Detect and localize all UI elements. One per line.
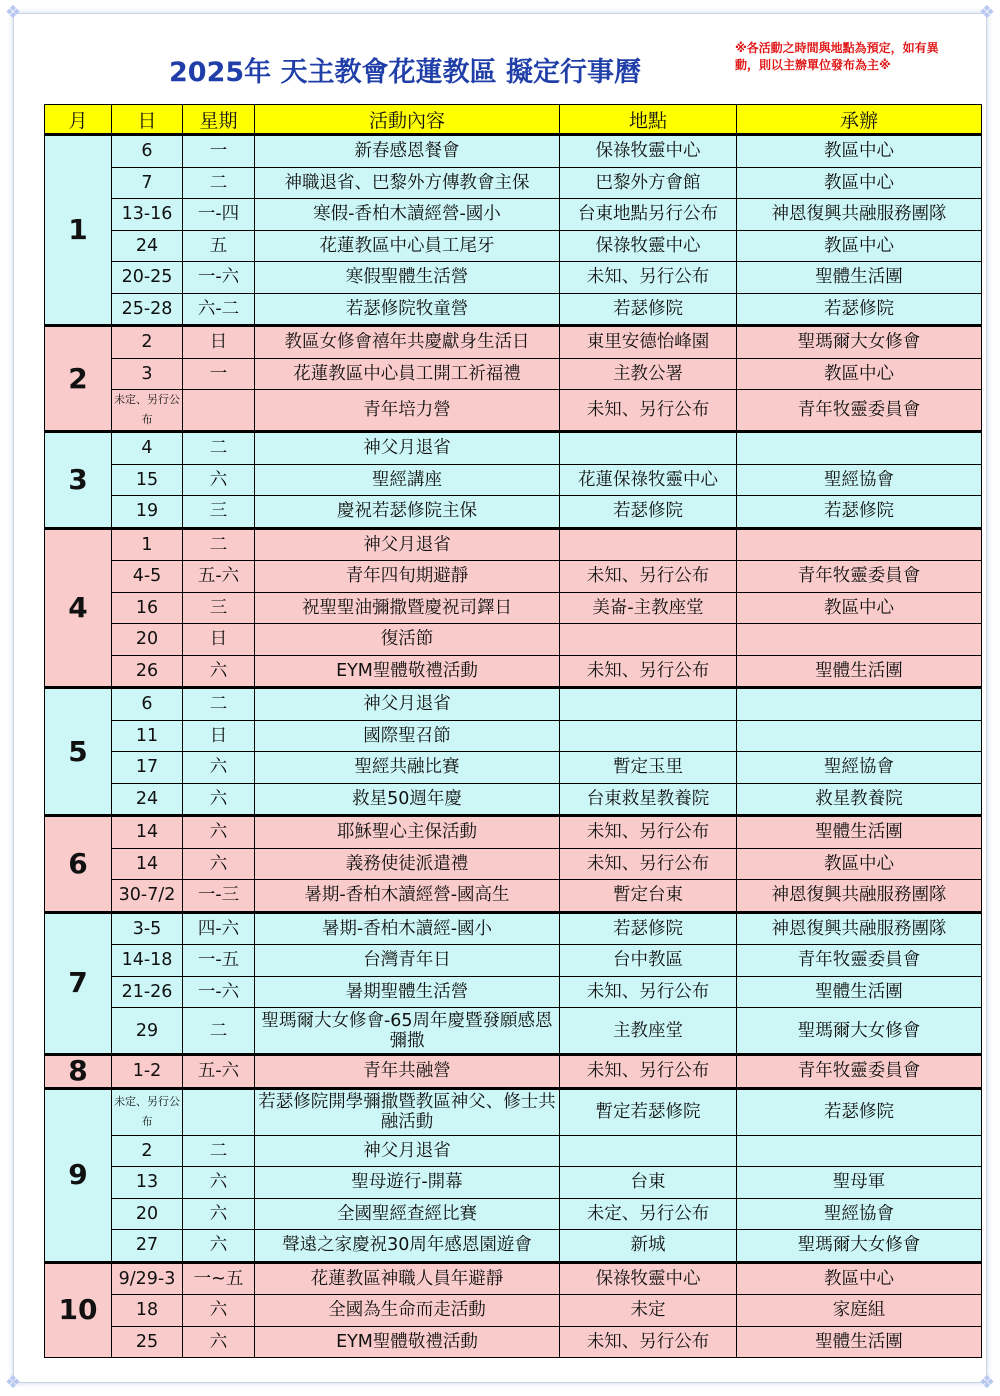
organizer-cell: 若瑟修院 (737, 496, 982, 529)
event-cell: 神父月退省 (255, 432, 560, 465)
weekday-cell: 六 (183, 1326, 255, 1358)
event-cell: 若瑟修院牧童營 (255, 293, 560, 326)
event-cell: 全國為生命而走活動 (255, 1295, 560, 1327)
calendar-table (44, 104, 982, 1358)
header-month: 月 (45, 105, 112, 135)
day-cell: 24 (112, 783, 183, 816)
day-cell: 27 (112, 1230, 183, 1263)
event-cell: 義務使徒派遣禮 (255, 848, 560, 880)
day-cell: 29 (112, 1008, 183, 1055)
day-cell: 2 (112, 1135, 183, 1167)
place-cell (560, 624, 737, 656)
weekday-cell: 三 (183, 496, 255, 529)
place-cell: 台東地點另行公布 (560, 199, 737, 231)
weekday-cell: 日 (183, 624, 255, 656)
place-cell: 巴黎外方會館 (560, 167, 737, 199)
place-cell: 保祿牧靈中心 (560, 1262, 737, 1295)
organizer-cell: 聖經協會 (737, 464, 982, 496)
place-cell: 若瑟修院 (560, 912, 737, 945)
table-row (45, 262, 982, 294)
organizer-cell: 聖瑪爾大女修會 (737, 326, 982, 359)
event-cell: 寒假聖體生活營 (255, 262, 560, 294)
place-cell (560, 528, 737, 561)
weekday-cell: 二 (183, 432, 255, 465)
place-cell: 暫定若瑟修院 (560, 1088, 737, 1135)
event-cell: 耶穌聖心主保活動 (255, 816, 560, 849)
day-cell: 18 (112, 1295, 183, 1327)
event-cell: 聖經講座 (255, 464, 560, 496)
organizer-cell: 家庭組 (737, 1295, 982, 1327)
organizer-cell (737, 624, 982, 656)
table-row (45, 496, 982, 529)
day-cell: 14 (112, 816, 183, 849)
weekday-cell: 六 (183, 464, 255, 496)
place-cell (560, 688, 737, 721)
table-row (45, 1198, 982, 1230)
day-cell: 13-16 (112, 199, 183, 231)
organizer-cell: 教區中心 (737, 135, 982, 168)
event-cell: 神父月退省 (255, 1135, 560, 1167)
weekday-cell: 二 (183, 1008, 255, 1055)
day-cell: 25 (112, 1326, 183, 1358)
weekday-cell: 日 (183, 720, 255, 752)
organizer-cell: 教區中心 (737, 230, 982, 262)
place-cell: 保祿牧靈中心 (560, 135, 737, 168)
organizer-cell: 神恩復興共融服務團隊 (737, 199, 982, 231)
month-cell: 9 (45, 1088, 112, 1262)
place-cell: 暫定玉里 (560, 752, 737, 784)
month-group (45, 912, 982, 1055)
event-cell: 慶祝若瑟修院主保 (255, 496, 560, 529)
table-row (45, 199, 982, 231)
day-cell: 14-18 (112, 945, 183, 977)
organizer-cell: 神恩復興共融服務團隊 (737, 912, 982, 945)
table-row (45, 135, 982, 168)
event-cell: EYM聖體敬禮活動 (255, 1326, 560, 1358)
organizer-cell: 聖體生活團 (737, 816, 982, 849)
place-cell: 台中教區 (560, 945, 737, 977)
organizer-cell: 聖瑪爾大女修會 (737, 1230, 982, 1263)
month-group (45, 432, 982, 529)
place-cell: 未知、另行公布 (560, 561, 737, 593)
weekday-cell: 二 (183, 167, 255, 199)
table-row (45, 848, 982, 880)
table-row (45, 688, 982, 721)
place-cell: 未知、另行公布 (560, 1326, 737, 1358)
schedule-note: ※各活動之時間與地點為預定，如有異動，則以主辦單位發布為主※ (735, 41, 939, 72)
day-cell: 未定、另行公布 (112, 1088, 183, 1135)
header-place: 地點 (560, 105, 737, 135)
day-cell: 16 (112, 592, 183, 624)
table-row (45, 816, 982, 849)
organizer-cell (737, 528, 982, 561)
event-cell: 祝聖聖油彌撒暨慶祝司鐸日 (255, 592, 560, 624)
day-cell: 7 (112, 167, 183, 199)
place-cell (560, 1135, 737, 1167)
table-row (45, 752, 982, 784)
place-cell: 未知、另行公布 (560, 848, 737, 880)
organizer-cell (737, 720, 982, 752)
place-cell: 台東救星教養院 (560, 783, 737, 816)
day-cell: 30-7/2 (112, 880, 183, 913)
day-cell: 25-28 (112, 293, 183, 326)
place-cell: 未知、另行公布 (560, 262, 737, 294)
month-group (45, 1262, 982, 1358)
month-group (45, 1055, 982, 1089)
page-title: 2025年 天主教會花蓮教區 擬定行事曆 (169, 57, 641, 88)
month-cell: 7 (45, 912, 112, 1055)
weekday-cell: 六 (183, 1167, 255, 1199)
table-row (45, 976, 982, 1008)
month-group (45, 326, 982, 432)
organizer-cell: 聖體生活團 (737, 976, 982, 1008)
weekday-cell: 六 (183, 1198, 255, 1230)
month-cell: 8 (45, 1055, 112, 1089)
weekday-cell: 六 (183, 783, 255, 816)
weekday-cell: 一-五 (183, 945, 255, 977)
table-row (45, 432, 982, 465)
table-header-row (45, 105, 982, 135)
event-cell: 暑期-香柏木讀經-國小 (255, 912, 560, 945)
weekday-cell: 六 (183, 655, 255, 688)
table-row (45, 624, 982, 656)
month-group (45, 688, 982, 816)
table-row (45, 230, 982, 262)
event-cell: 教區女修會禧年共慶獻身生活日 (255, 326, 560, 359)
day-cell: 9/29-3 (112, 1262, 183, 1295)
month-cell: 3 (45, 432, 112, 529)
place-cell: 暫定台東 (560, 880, 737, 913)
place-cell: 新城 (560, 1230, 737, 1263)
day-cell: 19 (112, 496, 183, 529)
organizer-cell: 教區中心 (737, 167, 982, 199)
organizer-cell (737, 432, 982, 465)
place-cell: 若瑟修院 (560, 293, 737, 326)
day-cell: 4-5 (112, 561, 183, 593)
month-cell: 5 (45, 688, 112, 816)
weekday-cell: 四-六 (183, 912, 255, 945)
event-cell: 青年共融營 (255, 1055, 560, 1089)
organizer-cell: 救星教養院 (737, 783, 982, 816)
place-cell: 未知、另行公布 (560, 390, 737, 432)
weekday-cell: 五 (183, 230, 255, 262)
table-row (45, 528, 982, 561)
weekday-cell: 一 (183, 358, 255, 390)
day-cell: 20-25 (112, 262, 183, 294)
month-group (45, 528, 982, 688)
month-cell: 10 (45, 1262, 112, 1358)
header-weekday: 星期 (183, 105, 255, 135)
day-cell: 2 (112, 326, 183, 359)
organizer-cell: 青年牧靈委員會 (737, 561, 982, 593)
table-row (45, 1167, 982, 1199)
table-row (45, 390, 982, 432)
weekday-cell: 六 (183, 752, 255, 784)
table-row (45, 358, 982, 390)
table-row (45, 912, 982, 945)
day-cell: 13 (112, 1167, 183, 1199)
organizer-cell: 聖經協會 (737, 1198, 982, 1230)
organizer-cell: 聖體生活團 (737, 262, 982, 294)
table-row (45, 1295, 982, 1327)
table-row (45, 464, 982, 496)
event-cell: EYM聖體敬禮活動 (255, 655, 560, 688)
event-cell: 花蓮教區神職人員年避靜 (255, 1262, 560, 1295)
table-row (45, 1230, 982, 1263)
day-cell: 3 (112, 358, 183, 390)
month-cell: 6 (45, 816, 112, 913)
place-cell: 若瑟修院 (560, 496, 737, 529)
event-cell: 聖瑪爾大女修會-65周年慶暨發願感恩彌撒 (255, 1008, 560, 1055)
weekday-cell: 六 (183, 1295, 255, 1327)
event-cell: 聖母遊行-開幕 (255, 1167, 560, 1199)
weekday-cell: 六 (183, 848, 255, 880)
weekday-cell: 一-六 (183, 262, 255, 294)
table-row (45, 1326, 982, 1358)
day-cell: 21-26 (112, 976, 183, 1008)
place-cell: 未知、另行公布 (560, 976, 737, 1008)
header-organizer: 承辦 (737, 105, 982, 135)
place-cell: 保祿牧靈中心 (560, 230, 737, 262)
event-cell: 復活節 (255, 624, 560, 656)
event-cell: 花蓮教區中心員工尾牙 (255, 230, 560, 262)
weekday-cell: 一-三 (183, 880, 255, 913)
place-cell: 台東 (560, 1167, 737, 1199)
corner-ornament-icon: ❖ (4, 2, 22, 23)
event-cell: 台灣青年日 (255, 945, 560, 977)
day-cell: 未定、另行公布 (112, 390, 183, 432)
event-cell: 神父月退省 (255, 688, 560, 721)
table-row (45, 1135, 982, 1167)
weekday-cell: 六-二 (183, 293, 255, 326)
day-cell: 3-5 (112, 912, 183, 945)
corner-ornament-icon: ❖ (978, 2, 996, 23)
weekday-cell: 二 (183, 1135, 255, 1167)
table-row (45, 1262, 982, 1295)
weekday-cell: 二 (183, 688, 255, 721)
day-cell: 26 (112, 655, 183, 688)
organizer-cell: 青年牧靈委員會 (737, 390, 982, 432)
day-cell: 15 (112, 464, 183, 496)
event-cell: 花蓮教區中心員工開工祈福禮 (255, 358, 560, 390)
table-row (45, 293, 982, 326)
organizer-cell: 青年牧靈委員會 (737, 945, 982, 977)
month-cell: 2 (45, 326, 112, 432)
place-cell: 主教座堂 (560, 1008, 737, 1055)
event-cell: 救星50週年慶 (255, 783, 560, 816)
event-cell: 若瑟修院開學彌撒暨教區神父、修士共融活動 (255, 1088, 560, 1135)
organizer-cell: 聖體生活團 (737, 1326, 982, 1358)
place-cell: 未定、另行公布 (560, 1198, 737, 1230)
place-cell: 未定 (560, 1295, 737, 1327)
table-row (45, 720, 982, 752)
table-row (45, 1088, 982, 1135)
weekday-cell: 三 (183, 592, 255, 624)
organizer-cell (737, 688, 982, 721)
organizer-cell: 青年牧靈委員會 (737, 1055, 982, 1089)
day-cell: 6 (112, 688, 183, 721)
event-cell: 青年四旬期避靜 (255, 561, 560, 593)
event-cell: 全國聖經查經比賽 (255, 1198, 560, 1230)
day-cell: 24 (112, 230, 183, 262)
organizer-cell (737, 1135, 982, 1167)
day-cell: 11 (112, 720, 183, 752)
event-cell: 神父月退省 (255, 528, 560, 561)
place-cell: 美崙-主教座堂 (560, 592, 737, 624)
organizer-cell: 若瑟修院 (737, 1088, 982, 1135)
weekday-cell: 日 (183, 326, 255, 359)
organizer-cell: 教區中心 (737, 592, 982, 624)
organizer-cell: 神恩復興共融服務團隊 (737, 880, 982, 913)
organizer-cell: 聖經協會 (737, 752, 982, 784)
weekday-cell: 五-六 (183, 561, 255, 593)
weekday-cell: 二 (183, 528, 255, 561)
organizer-cell: 教區中心 (737, 358, 982, 390)
table-row (45, 1008, 982, 1055)
day-cell: 17 (112, 752, 183, 784)
day-cell: 4 (112, 432, 183, 465)
day-cell: 20 (112, 624, 183, 656)
table-row (45, 592, 982, 624)
corner-ornament-icon: ❖ (4, 1372, 22, 1393)
month-cell: 4 (45, 528, 112, 688)
table-row (45, 783, 982, 816)
table-row (45, 1055, 982, 1089)
weekday-cell: 一 (183, 135, 255, 168)
place-cell: 花蓮保祿牧靈中心 (560, 464, 737, 496)
weekday-cell: 五-六 (183, 1055, 255, 1089)
place-cell: 主教公署 (560, 358, 737, 390)
weekday-cell: 六 (183, 816, 255, 849)
event-cell: 聖經共融比賽 (255, 752, 560, 784)
table-row (45, 326, 982, 359)
weekday-cell (183, 390, 255, 432)
weekday-cell: 一~五 (183, 1262, 255, 1295)
month-group (45, 135, 982, 326)
event-cell: 寒假-香柏木讀經營-國小 (255, 199, 560, 231)
event-cell: 暑期聖體生活營 (255, 976, 560, 1008)
place-cell: 未知、另行公布 (560, 1055, 737, 1089)
month-cell: 1 (45, 135, 112, 326)
table-row (45, 655, 982, 688)
weekday-cell (183, 1088, 255, 1135)
header-day: 日 (112, 105, 183, 135)
event-cell: 國際聖召節 (255, 720, 560, 752)
table-row (45, 167, 982, 199)
event-cell: 新春感恩餐會 (255, 135, 560, 168)
place-cell (560, 720, 737, 752)
month-group (45, 1088, 982, 1262)
day-cell: 20 (112, 1198, 183, 1230)
corner-ornament-icon: ❖ (978, 1372, 996, 1393)
day-cell: 6 (112, 135, 183, 168)
place-cell: 東里安德怡峰園 (560, 326, 737, 359)
table-row (45, 945, 982, 977)
event-cell: 青年培力營 (255, 390, 560, 432)
event-cell: 暑期-香柏木讀經營-國高生 (255, 880, 560, 913)
place-cell (560, 432, 737, 465)
day-cell: 14 (112, 848, 183, 880)
event-cell: 神職退省、巴黎外方傳教會主保 (255, 167, 560, 199)
organizer-cell: 聖瑪爾大女修會 (737, 1008, 982, 1055)
table-row (45, 880, 982, 913)
table-row (45, 561, 982, 593)
weekday-cell: 一-六 (183, 976, 255, 1008)
place-cell: 未知、另行公布 (560, 655, 737, 688)
place-cell: 未知、另行公布 (560, 816, 737, 849)
header-event: 活動內容 (255, 105, 560, 135)
weekday-cell: 六 (183, 1230, 255, 1263)
organizer-cell: 教區中心 (737, 848, 982, 880)
day-cell: 1-2 (112, 1055, 183, 1089)
event-cell: 聲遠之家慶祝30周年感恩園遊會 (255, 1230, 560, 1263)
organizer-cell: 聖體生活團 (737, 655, 982, 688)
day-cell: 1 (112, 528, 183, 561)
weekday-cell: 一-四 (183, 199, 255, 231)
month-group (45, 816, 982, 913)
organizer-cell: 聖母軍 (737, 1167, 982, 1199)
organizer-cell: 教區中心 (737, 1262, 982, 1295)
organizer-cell: 若瑟修院 (737, 293, 982, 326)
